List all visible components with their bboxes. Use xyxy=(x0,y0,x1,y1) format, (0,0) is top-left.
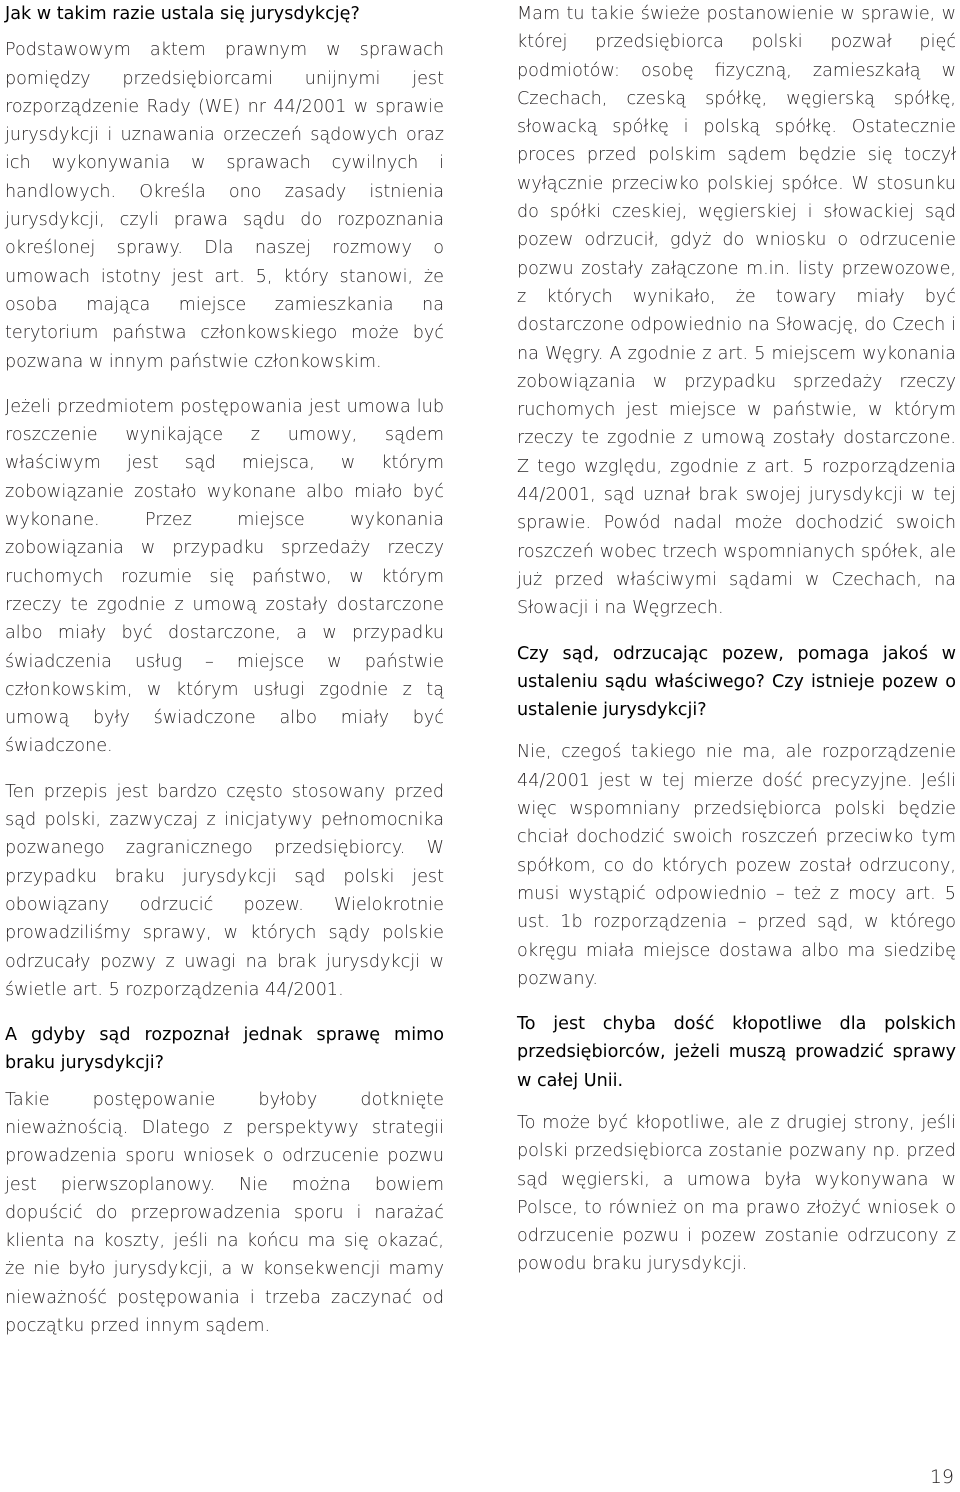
paragraph-regulation-44-2001: Podstawowym aktem prawnym w sprawach pomiędzy przedsiębiorcami unijnymi jest rozporządzenie Rady (WE) nr 44/2001 w sprawie jurysdykcji i uznawania orzeczeń sądowych oraz ich wykonywania w sprawach cywilnych i handlowych. Określa ono zasady istnienia jurysdykcji, czyli prawa sądu do rozpoznania określonej sprawy. Dla naszej rozmowy o umowach istotny jest art. 5, który stanowi, że osoba mająca miejsce zamieszkania na terytorium państwa członkowskiego może być pozwana w innym państwie członkowskim. xyxy=(5,40,444,372)
paragraph-recent-decision: Mam tu takie świeże postanowienie w sprawie, w której przedsiębiorca polski pozwał pięć podmiotów: osobę fizyczną, zamieszkałą w Czechach, czeską spółkę, węgierską spółkę, słowacką spółkę i polską spółkę. Ostatecznie proces przed polskim sądem będzie się toczył wyłącznie przeciwko polskiej spółce. W stosunku do spółki czeskiej, węgierskiej i słowackiej sąd pozew odrzucił, gdyż do wniosku o odrzucenie pozwu zostały załączone m.in. listy przewozowe, z których wynikało, że towary miały być dostarczone odpowiednio na Słowację, do Czech i na Węgry. A zgodnie z art. 5 miejscem wykonania zobowiązania w przypadku sprzedaży rzeczy ruchomych jest miejsce w państwie, w którym rzeczy te zgodnie z umową zostały dostarczone. Z tego względu, zgodnie z art. 5 rozporządzenia 44/2001, sąd uznał brak swojej jurysdykcji w tej sprawie. Powód nadal może dochodzić swoich roszczeń wobec trzech wspomnianych spółek, ale już przed właściwymi sądami w Czechach, na Słowacji i na Węgrzech. xyxy=(517,4,956,619)
heading-court-without-jurisdiction: A gdyby sąd rozpoznał jednak sprawę mimo braku jurysdykcji? xyxy=(5,1025,444,1074)
left-column xyxy=(5,0,444,1340)
paragraph-no-such-claim: Nie, czegoś takiego nie ma, ale rozporządzenie 44/2001 jest w tej mierze dość precyzyjne. Jeśli więc wspomniany przedsiębiorca polski będzie chciał dochodzić swoich roszczeń przeciwko tym spółkom, co do których pozew został odrzucony, musi wystąpić odpowiednio – też z mocy art. 5 ust. 1b rozporządzenia – przed sąd, w którego okręgu miała miejsce dostawa albo ma siedzibę pozwany. xyxy=(517,742,956,989)
paragraph-dismissal-practice: Ten przepis jest bardzo często stosowany przed sąd polski, zazwyczaj z inicjatywy pełnomocnika pozwanego zagranicznego przedsiębiorcy. W przypadku braku jurysdykcji sąd polski jest obowiązany odrzucić pozew. Wielokrotnie prowadziliśmy sprawy, w których sądy polskie odrzucały pozwy z uwagi na brak jurysdykcji w świetle art. 5 rozporządzenia 44/2001. xyxy=(5,781,444,1000)
paragraph-other-side: To może być kłopotliwe, ale z drugiej strony, jeśli polski przedsiębiorca zostanie pozwany np. przed sąd węgierski, a umowa była wykonywana w Polsce, to również on ma prawo złożyć wniosek o odrzucenie pozwu i pozew zostanie odrzucony z powodu braku jurysdykcji. xyxy=(517,1112,956,1275)
paragraph-nullity-of-proceedings: Takie postępowanie byłoby dotknięte nieważnością. Dlatego z perspektywy strategii prowadzenia sporu wniosek o odrzucenie pozwu jest pierwszoplanowy. Nie można bowiem dopuścić do przeprowadzenia sporu i narażać klienta na koszty, jeśli na końcu ma się okazać, że nie było jurysdykcji, a w konsekwencji mamy nieważność postępowania i trzeba zaczynać od początku przed innym sądem. xyxy=(5,1089,444,1337)
page-number: 19 xyxy=(929,1466,954,1488)
heading-jurisdiction-question: Jak w takim razie ustala się jurysdykcję? xyxy=(5,4,360,24)
right-column xyxy=(517,0,956,1279)
paragraph-place-of-performance: Jeżeli przedmiotem postępowania jest umowa lub roszczenie wynikające z umowy, sądem właściwym jest sąd miejsca, w którym zobowiązanie zostało wykonane albo miało być wykonane. Przez miejsce wykonania zobowiązania w przypadku sprzedaży rzeczy ruchomych rozumie się państwo, w którym rzeczy te zgodnie z umową zostały dostarczone albo miały być dostarczone, a w przypadku świadczenia usług – miejsce w państwie członkowskim, w którym usługi zgodnie z tą umową były świadczone albo miały być świadczone. xyxy=(5,396,444,757)
heading-court-helps-question: Czy sąd, odrzucając pozew, pomaga jakoś w ustaleniu sądu właściwego? Czy istnieje pozew o ustalenie jurysdykcji? xyxy=(517,643,956,721)
heading-troublesome-question: To jest chyba dość kłopotliwe dla polskich przedsiębiorców, jeżeli muszą prowadzić sprawy w całej Unii. xyxy=(517,1014,956,1091)
